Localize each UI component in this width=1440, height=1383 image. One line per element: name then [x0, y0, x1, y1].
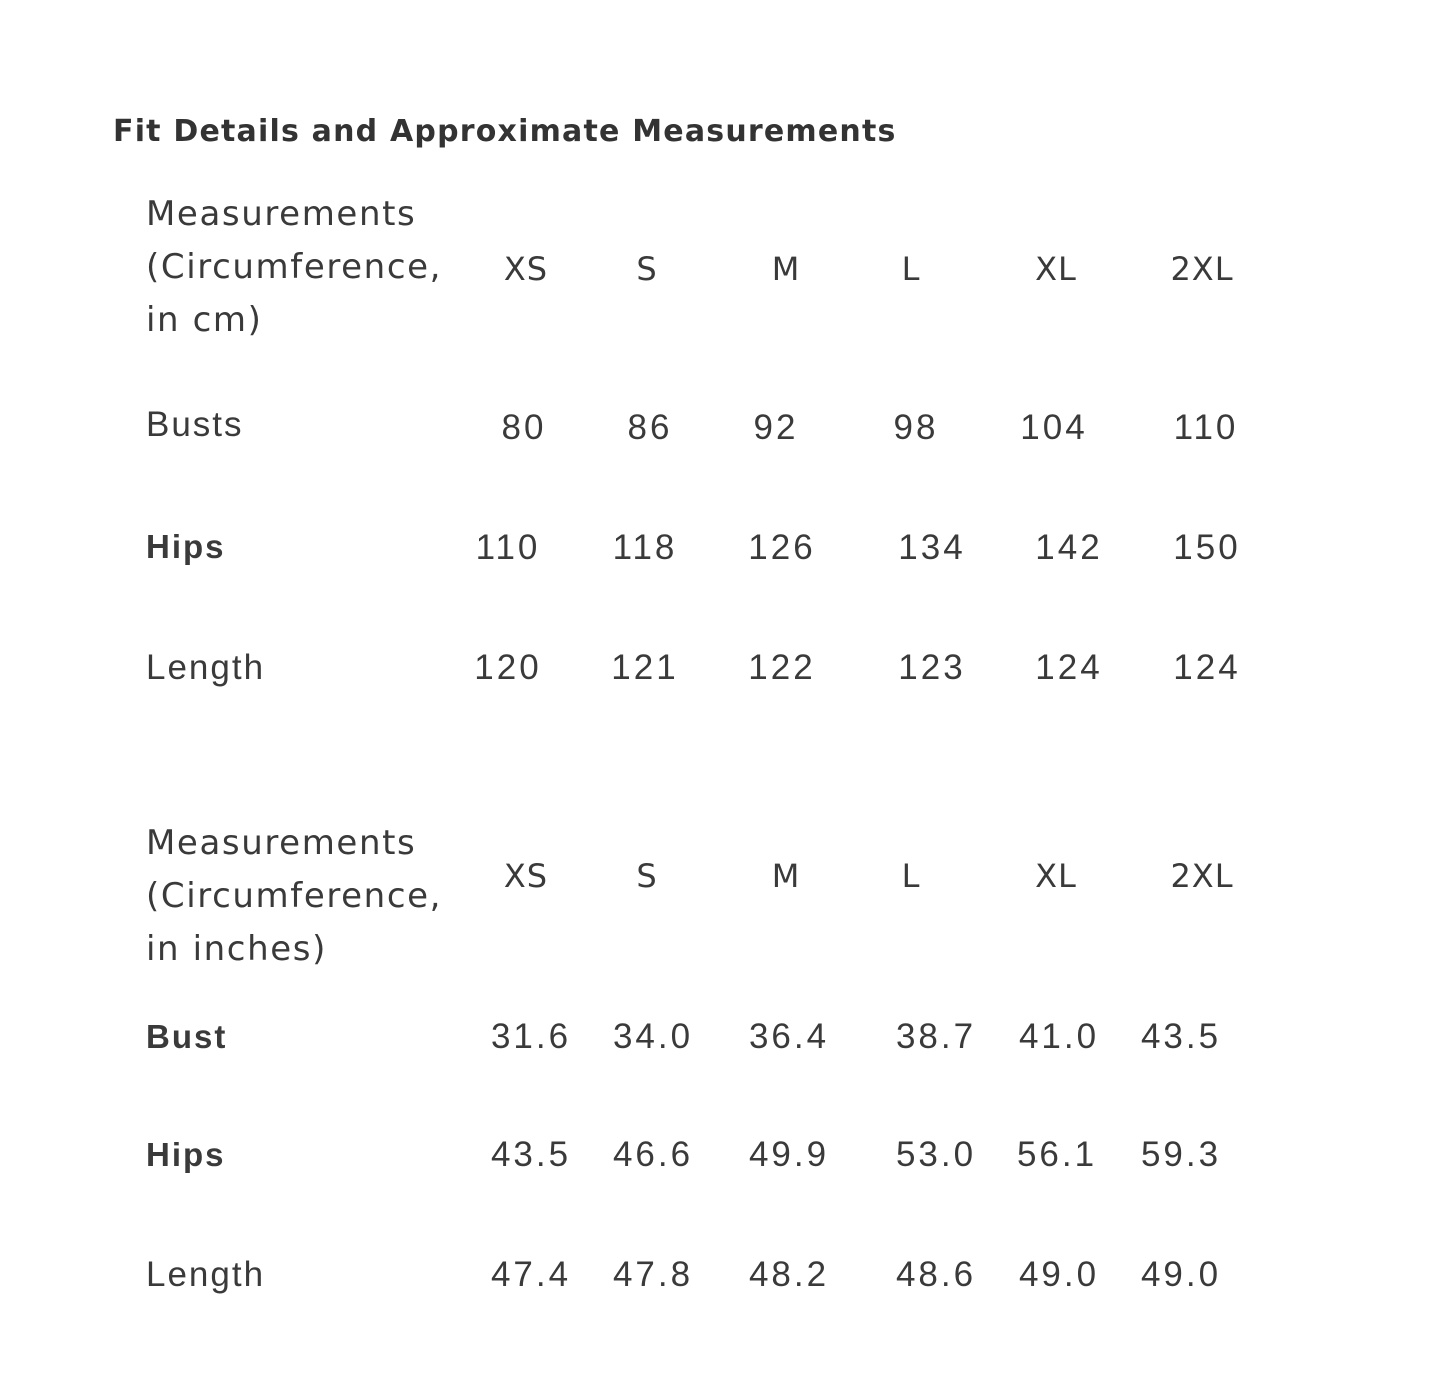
value-cell: 56.1	[1016, 1135, 1098, 1174]
value-cell: 53.0	[895, 1135, 977, 1174]
value-cell: 121	[611, 648, 679, 687]
value-cell: 120	[474, 648, 542, 687]
row-label-busts: Busts	[146, 405, 244, 444]
value-cell: 118	[612, 528, 678, 567]
value-cell: 150	[1173, 528, 1241, 567]
size-header-l: L	[901, 250, 921, 288]
value-cell: 48.2	[748, 1255, 830, 1294]
size-header-xs: XS	[503, 857, 549, 895]
value-cell: 104	[1020, 408, 1088, 447]
size-header-s: S	[636, 857, 658, 895]
row-label-hips: Hips	[146, 528, 226, 565]
value-cell: 110	[475, 528, 541, 567]
value-cell: 47.8	[612, 1255, 694, 1294]
value-cell: 49.9	[748, 1135, 830, 1174]
value-cell: 142	[1035, 528, 1103, 567]
row-label-length: Length	[146, 648, 266, 687]
value-cell: 38.7	[895, 1017, 977, 1056]
value-cell: 123	[898, 648, 966, 687]
value-cell: 126	[748, 528, 816, 567]
table-header-label: Measurements (Circumference, in inches)	[146, 823, 443, 969]
value-cell: 34.0	[612, 1017, 694, 1056]
value-cell: 86	[627, 408, 673, 447]
size-header-xl: XL	[1035, 250, 1077, 288]
value-cell: 49.0	[1018, 1255, 1100, 1294]
size-header-xs: XS	[503, 250, 549, 288]
value-cell: 41.0	[1018, 1017, 1100, 1056]
page-title: Fit Details and Approximate Measurements	[113, 114, 897, 149]
value-cell: 110	[1173, 408, 1239, 447]
value-cell: 46.6	[612, 1135, 694, 1174]
row-label-hips: Hips	[146, 1136, 226, 1173]
size-header-2xl: 2XL	[1170, 250, 1234, 288]
value-cell: 43.5	[490, 1135, 572, 1174]
value-cell: 47.4	[490, 1255, 572, 1294]
value-cell: 59.3	[1140, 1135, 1222, 1174]
value-cell: 36.4	[748, 1017, 830, 1056]
size-header-m: M	[771, 250, 801, 288]
size-header-xl: XL	[1035, 857, 1077, 895]
value-cell: 31.6	[490, 1017, 572, 1056]
row-label-bust: Bust	[146, 1018, 228, 1055]
value-cell: 124	[1035, 648, 1103, 687]
table-header-label: Measurements (Circumference, in cm)	[146, 194, 443, 340]
size-header-s: S	[636, 250, 658, 288]
value-cell: 98	[893, 408, 939, 447]
value-cell: 80	[501, 408, 547, 447]
size-header-l: L	[901, 857, 921, 895]
value-cell: 49.0	[1140, 1255, 1222, 1294]
value-cell: 48.6	[895, 1255, 977, 1294]
row-label-length: Length	[146, 1255, 266, 1294]
value-cell: 124	[1173, 648, 1241, 687]
value-cell: 43.5	[1140, 1017, 1222, 1056]
size-header-m: M	[771, 857, 801, 895]
value-cell: 134	[898, 528, 966, 567]
size-header-2xl: 2XL	[1170, 857, 1234, 895]
value-cell: 92	[753, 408, 799, 447]
value-cell: 122	[748, 648, 816, 687]
